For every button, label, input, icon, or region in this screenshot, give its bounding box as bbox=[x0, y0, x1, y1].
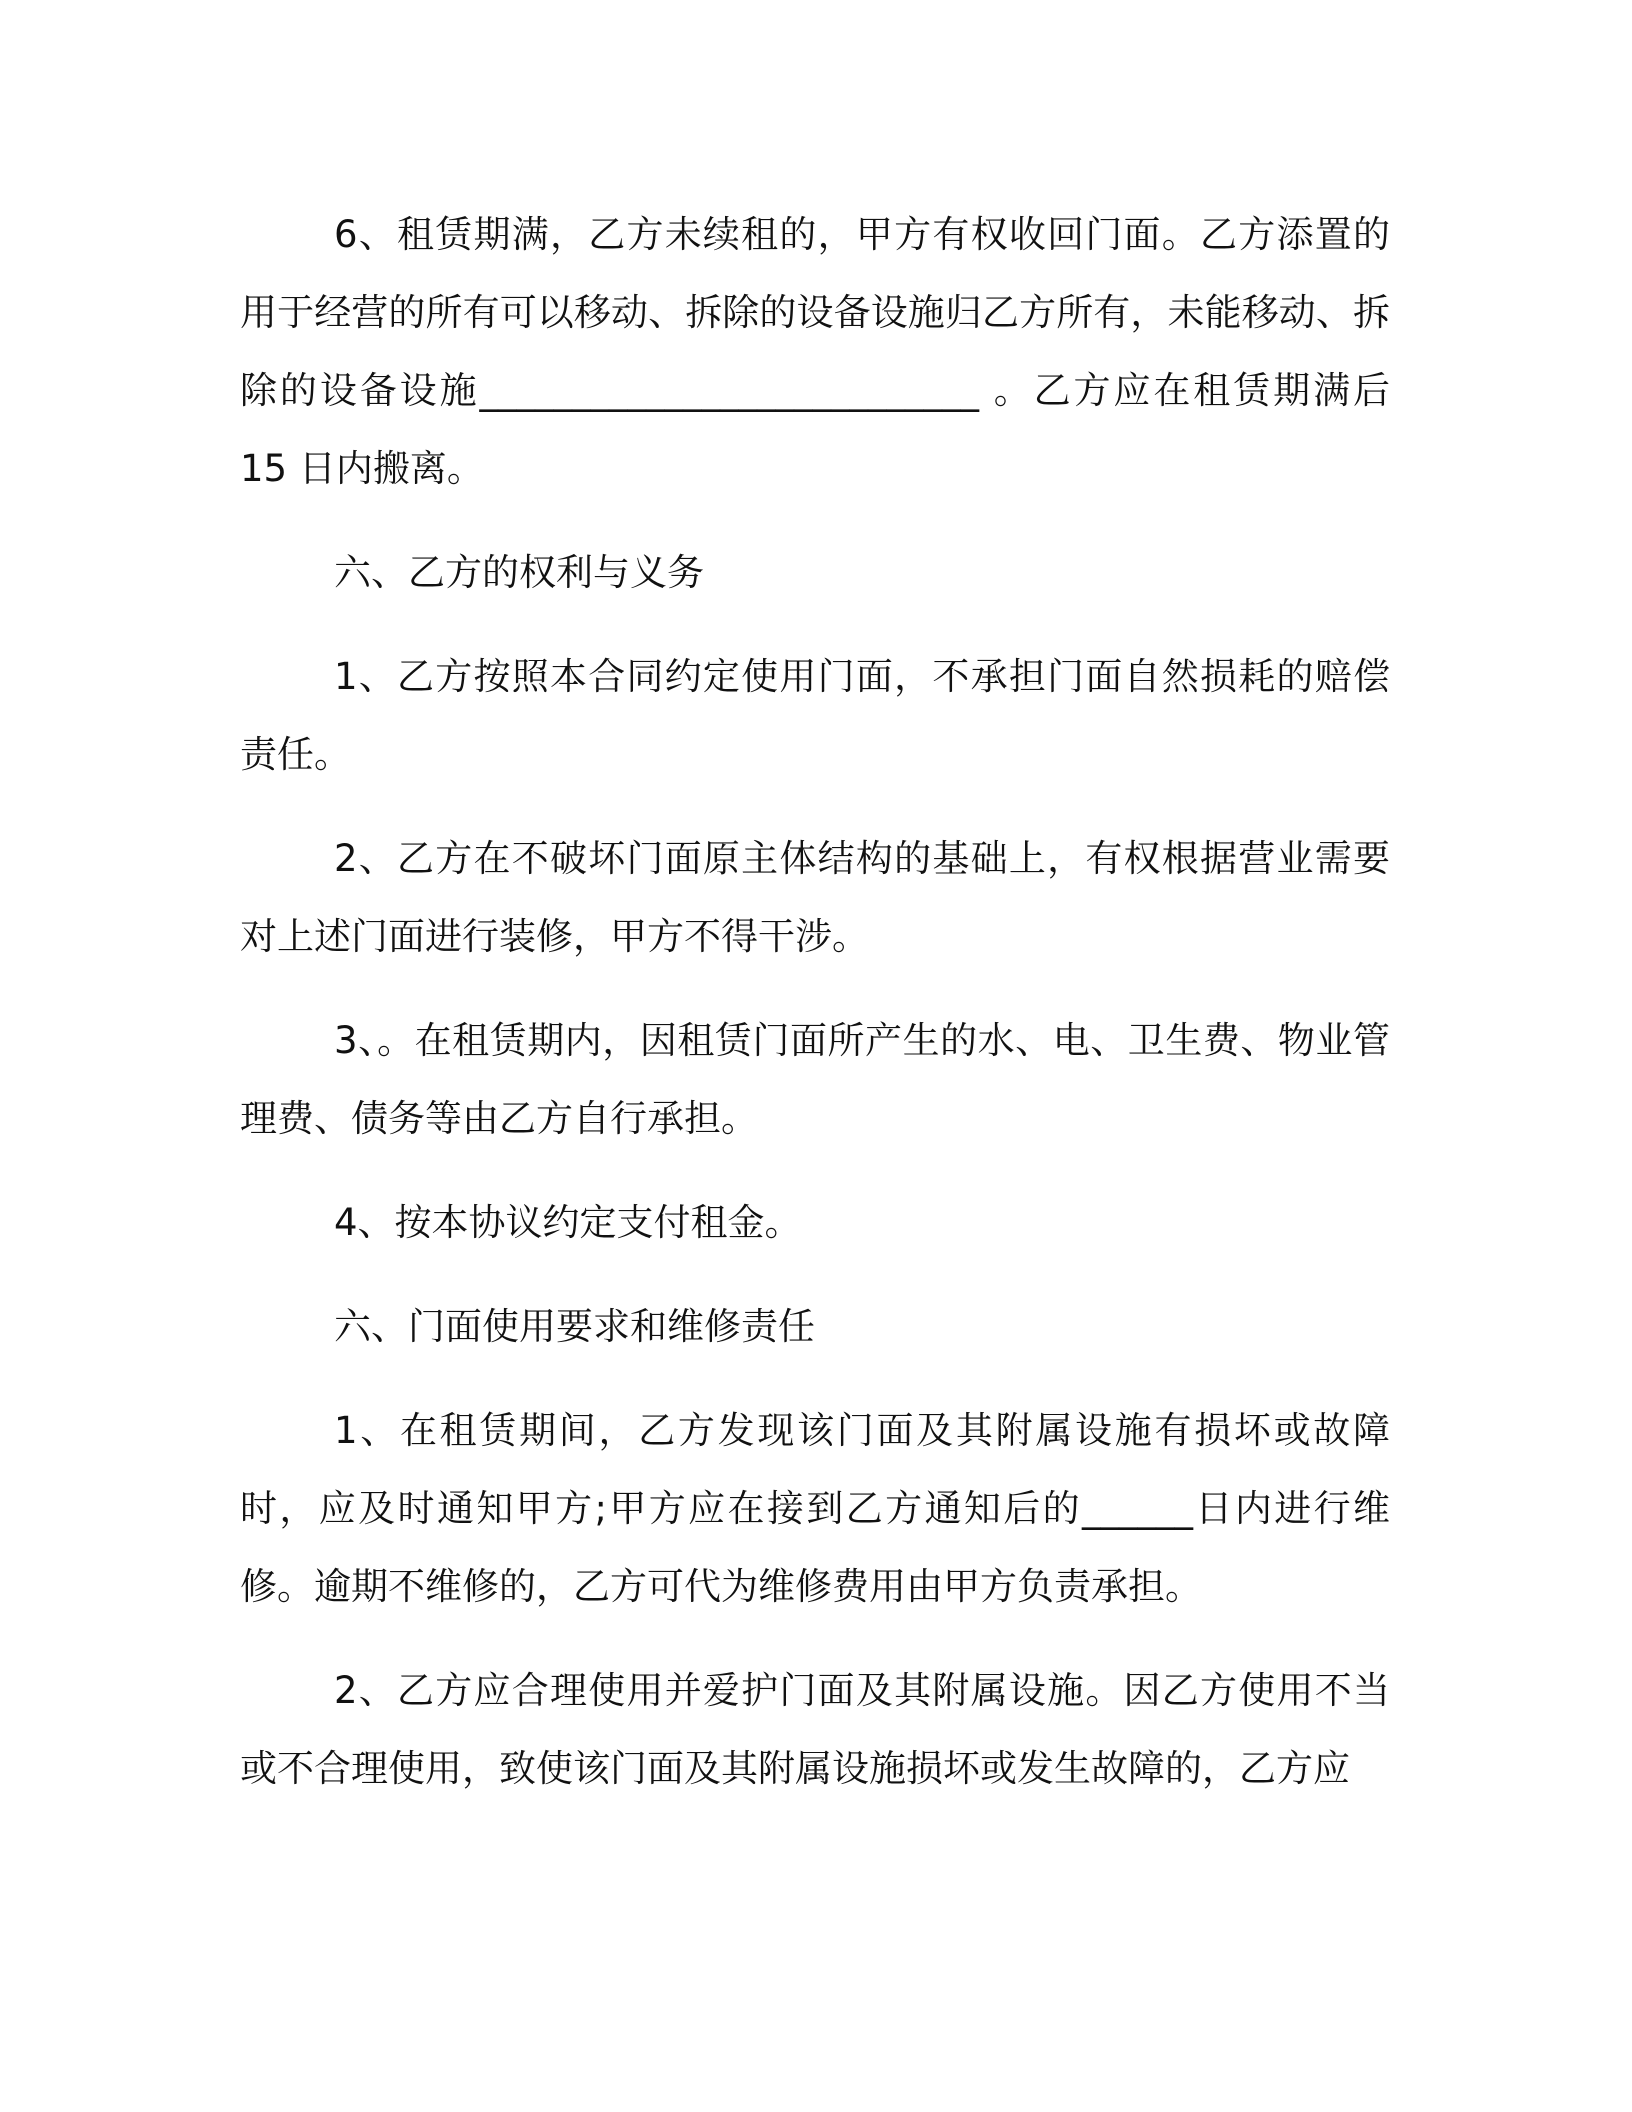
paragraph-tenant-right-1: 1、乙方按照本合同约定使用门面，不承担门面自然损耗的赔偿责任。 bbox=[240, 655, 1390, 776]
paragraph-tenant-right-4: 4、按本协议约定支付租金。 bbox=[334, 1201, 802, 1244]
paragraph-maintenance-2: 2、乙方应合理使用并爱护门面及其附属设施。因乙方使用不当或不合理使用，致使该门面及其附属设施损坏或发生故障的，乙方应 bbox=[240, 1669, 1390, 1790]
paragraph-tenant-right-2: 2、乙方在不破坏门面原主体结构的基础上，有权根据营业需要对上述门面进行装修，甲方不得干涉。 bbox=[240, 837, 1390, 958]
paragraph-tenant-right-3: 3、。在租赁期内，因租赁门面所产生的水、电、卫生费、物业管理费、债务等由乙方自行承担。 bbox=[240, 1019, 1390, 1140]
paragraph-maintenance-1: 1、在租赁期间，乙方发现该门面及其附属设施有损坏或故障时，应及时通知甲方;甲方应在接到乙方通知后的______日内进行维修。逾期不维修的，乙方可代为维修费用由甲方负责承担。 bbox=[240, 1409, 1390, 1608]
document-body bbox=[240, 196, 1390, 1834]
section-heading-tenant-rights: 六、乙方的权利与义务 bbox=[334, 551, 704, 594]
paragraph-lease-expiry: 6、租赁期满，乙方未续租的，甲方有权收回门面。乙方添置的用于经营的所有可以移动、拆除的设备设施归乙方所有，未能移动、拆除的设备设施___________________________ 。乙方应在租赁期满后 15 日内搬离。 bbox=[240, 213, 1390, 490]
section-heading-maintenance: 六、门面使用要求和维修责任 bbox=[334, 1305, 815, 1348]
